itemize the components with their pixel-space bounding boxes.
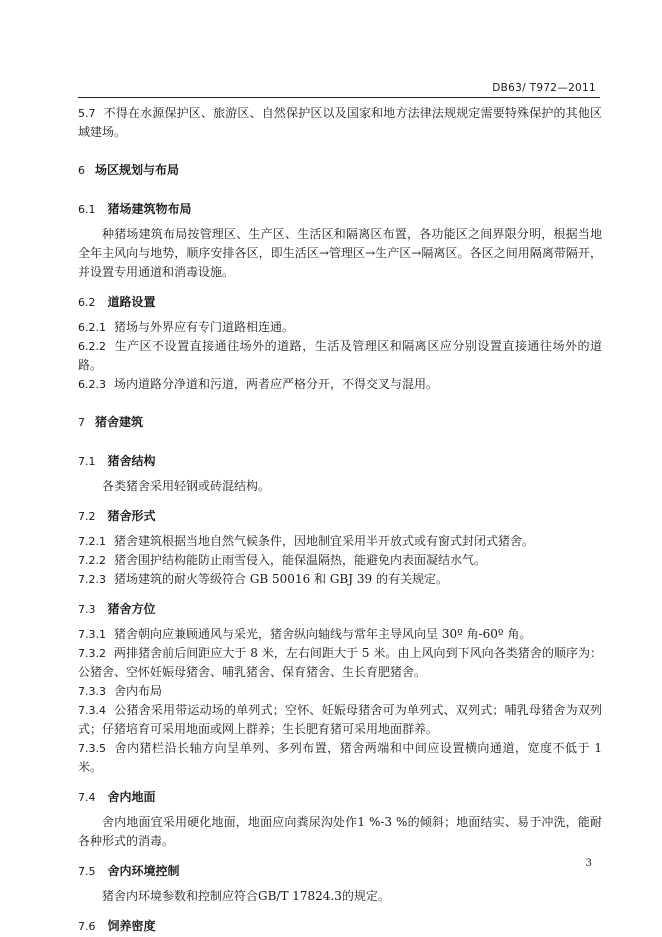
clause-7-3-5: 7.3.5 舍内猪栏沿长轴方向呈单列、多列布置，猪舍两端和中间应设置横向通道，宽度不低于 1 米。 [78, 741, 602, 774]
clause-7-3-3: 7.3.3 舍内布局 [78, 684, 163, 698]
clause-6-2-3: 6.2.3 场内道路分净道和污道，两者应严格分开，不得交叉与混用。 [78, 377, 439, 391]
page-number: 3 [585, 858, 592, 869]
document-body [78, 104, 602, 937]
section-6-1-text: 种猪场建筑布局按管理区、生产区、生活区和隔离区布置，各功能区之间界限分明，根据当地全年主风向与地势，顺序安排各区，即生活区→管理区→生产区→隔离区。各区之间用隔离带隔开，并设置专用通道和消毒设施。 [78, 227, 602, 279]
section-6-heading: 6 场区规划与布局 [78, 163, 180, 177]
section-7-4-text: 舍内地面宜采用硬化地面，地面应向粪尿沟处作1 %-3 %的倾斜；地面结实、易于冲洗，能耐各种形式的消毒。 [78, 815, 602, 848]
clause-7-2-2: 7.2.2 猪舍围护结构能防止雨雪侵入，能保温隔热，能避免内表面凝结水气。 [78, 553, 487, 567]
clause-7-2-3: 7.2.3 猪场建筑的耐火等级符合 GB 50016 和 GBJ 39 的有关规定。 [78, 572, 448, 586]
clause-7-3-1: 7.3.1 猪舍朝向应兼顾通风与采光，猪舍纵向轴线与常年主导风向呈 30º 角-60º 角。 [78, 627, 532, 641]
section-7-1-text: 各类猪舍采用轻钢或砖混结构。 [102, 479, 271, 493]
clause-5-7: 5.7 不得在水源保护区、旅游区、自然保护区以及国家和地方法律法规规定需要特殊保护的其他区域建场。 [78, 106, 602, 139]
section-7-3-heading: 7.3 猪舍方位 [78, 602, 156, 616]
section-7-2-heading: 7.2 猪舍形式 [78, 509, 156, 523]
clause-6-2-1: 6.2.1 猪场与外界应有专门道路相连通。 [78, 320, 295, 334]
document-id: DB63/ T972—2011 [492, 82, 596, 94]
section-7-6-heading: 7.6 饲养密度 [78, 919, 156, 933]
section-7-heading: 7 猪舍建筑 [78, 415, 144, 429]
section-7-4-heading: 7.4 舍内地面 [78, 790, 156, 804]
section-6-2-heading: 6.2 道路设置 [78, 295, 156, 309]
clause-6-2-2: 6.2.2 生产区不设置直接通往场外的道路，生活及管理区和隔离区应分别设置直接通往场外的道路。 [78, 339, 602, 372]
section-7-5-heading: 7.5 舍内环境控制 [78, 864, 180, 878]
section-6-1-heading: 6.1 猪场建筑物布局 [78, 202, 192, 216]
clause-7-2-1: 7.2.1 猪舍建筑根据当地自然气候条件，因地制宜采用半开放式或有窗式封闭式猪舍。 [78, 534, 535, 548]
header-divider [78, 97, 600, 98]
section-7-5-text: 猪舍内环境参数和控制应符合GB/T 17824.3的规定。 [102, 889, 390, 903]
section-7-1-heading: 7.1 猪舍结构 [78, 454, 156, 468]
clause-7-3-4: 7.3.4 公猪舍采用带运动场的单列式；空怀、妊娠母猪舍可为单列式、双列式；哺乳母猪舍为双列式；仔猪培育可采用地面或网上群养；生长肥育猪可采用地面群养。 [78, 703, 602, 736]
clause-7-3-2: 7.3.2 两排猪舍前后间距应大于 8 米，左右间距大于 5 米。由上风向到下风向各类猪舍的顺序为：公猪舍、空怀妊娠母猪舍、哺乳猪舍、保育猪舍、生长育肥猪舍。 [78, 646, 602, 679]
